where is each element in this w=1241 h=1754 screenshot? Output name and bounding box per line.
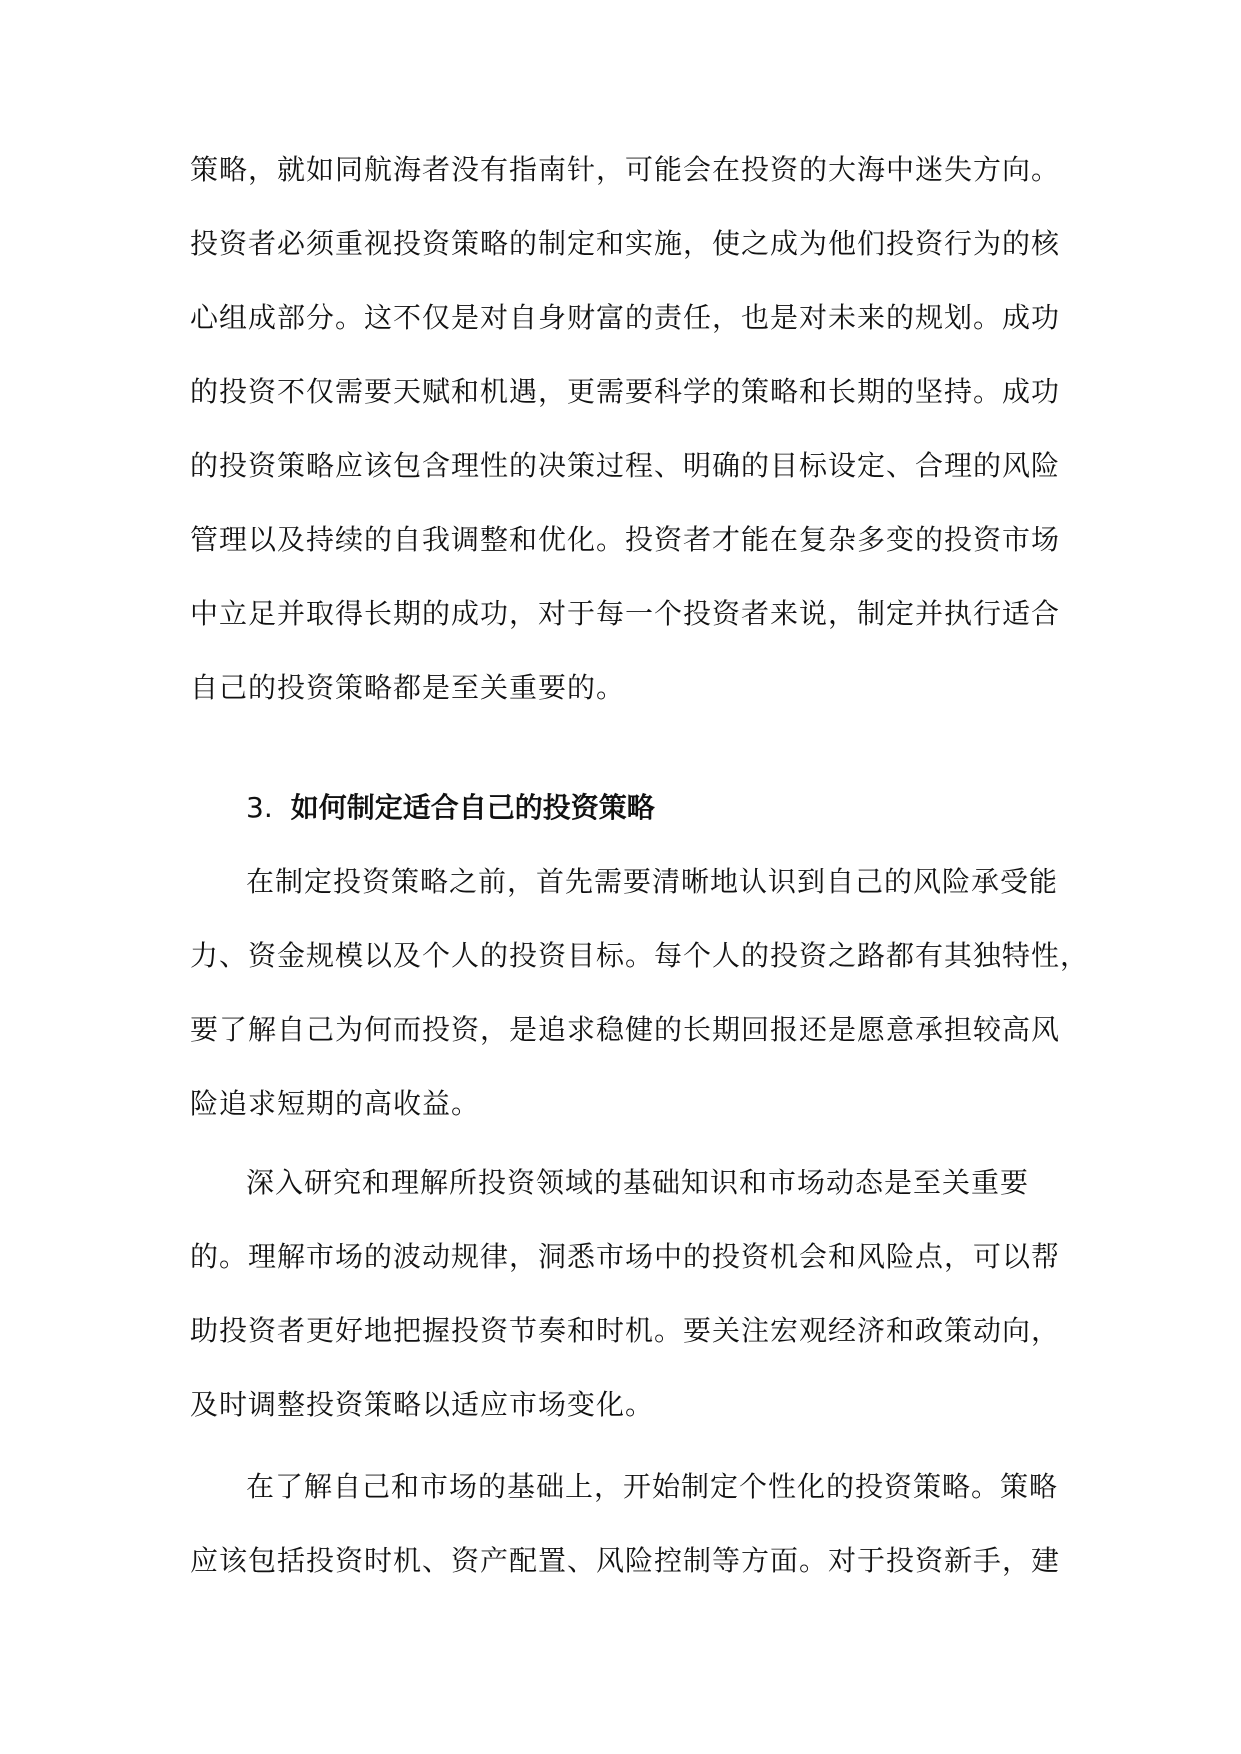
paragraph-line: 心组成部分。这不仅是对自身财富的责任，也是对未来的规划。成功 [190,301,1061,334]
paragraph-3 [190,1450,1070,1598]
paragraph-1 [190,845,1090,1141]
paragraph-line: 应该包括投资时机、资产配置、风险控制等方面。对于投资新手，建 [190,1544,1061,1577]
paragraph-line: 管理以及持续的自我调整和优化。投资者才能在复杂多变的投资市场 [190,523,1061,556]
paragraph-line: 的投资策略应该包含理性的决策过程、明确的目标设定、合理的风险 [190,449,1061,482]
paragraph-line: 深入研究和理解所投资领域的基础知识和市场动态是至关重要 [246,1166,1030,1199]
paragraph-line: 的。理解市场的波动规律，洞悉市场中的投资机会和风险点，可以帮 [190,1240,1061,1273]
paragraph-line: 中立足并取得长期的成功，对于每一个投资者来说，制定并执行适合 [190,597,1061,630]
paragraph-line: 要了解自己为何而投资，是追求稳健的长期回报还是愿意承担较高风 [190,1013,1061,1046]
section-title: 如何制定适合自己的投资策略 [290,791,655,824]
paragraph-line: 力、资金规模以及个人的投资目标。每个人的投资之路都有其独特性， [190,939,1090,972]
paragraph-line: 在了解自己和市场的基础上，开始制定个性化的投资策略。策略 [246,1470,1059,1503]
section-heading [246,771,655,845]
paragraph-line: 险追求短期的高收益。 [190,1087,481,1120]
paragraph-line: 的投资不仅需要天赋和机遇，更需要科学的策略和长期的坚持。成功 [190,375,1061,408]
paragraph-line: 助投资者更好地把握投资节奏和时机。要关注宏观经济和政策动向， [190,1314,1061,1347]
paragraph-line: 及时调整投资策略以适应市场变化。 [190,1388,655,1421]
paragraph-2 [190,1146,1070,1442]
paragraph-line: 投资者必须重视投资策略的制定和实施，使之成为他们投资行为的核 [190,227,1061,260]
section-number: 3. [246,791,273,824]
continuation-paragraph [190,133,1070,725]
paragraph-line: 在制定投资策略之前，首先需要清晰地认识到自己的风险承受能 [246,865,1059,898]
paragraph-line: 策略，就如同航海者没有指南针，可能会在投资的大海中迷失方向。 [190,153,1061,186]
paragraph-line: 自己的投资策略都是至关重要的。 [190,671,626,704]
